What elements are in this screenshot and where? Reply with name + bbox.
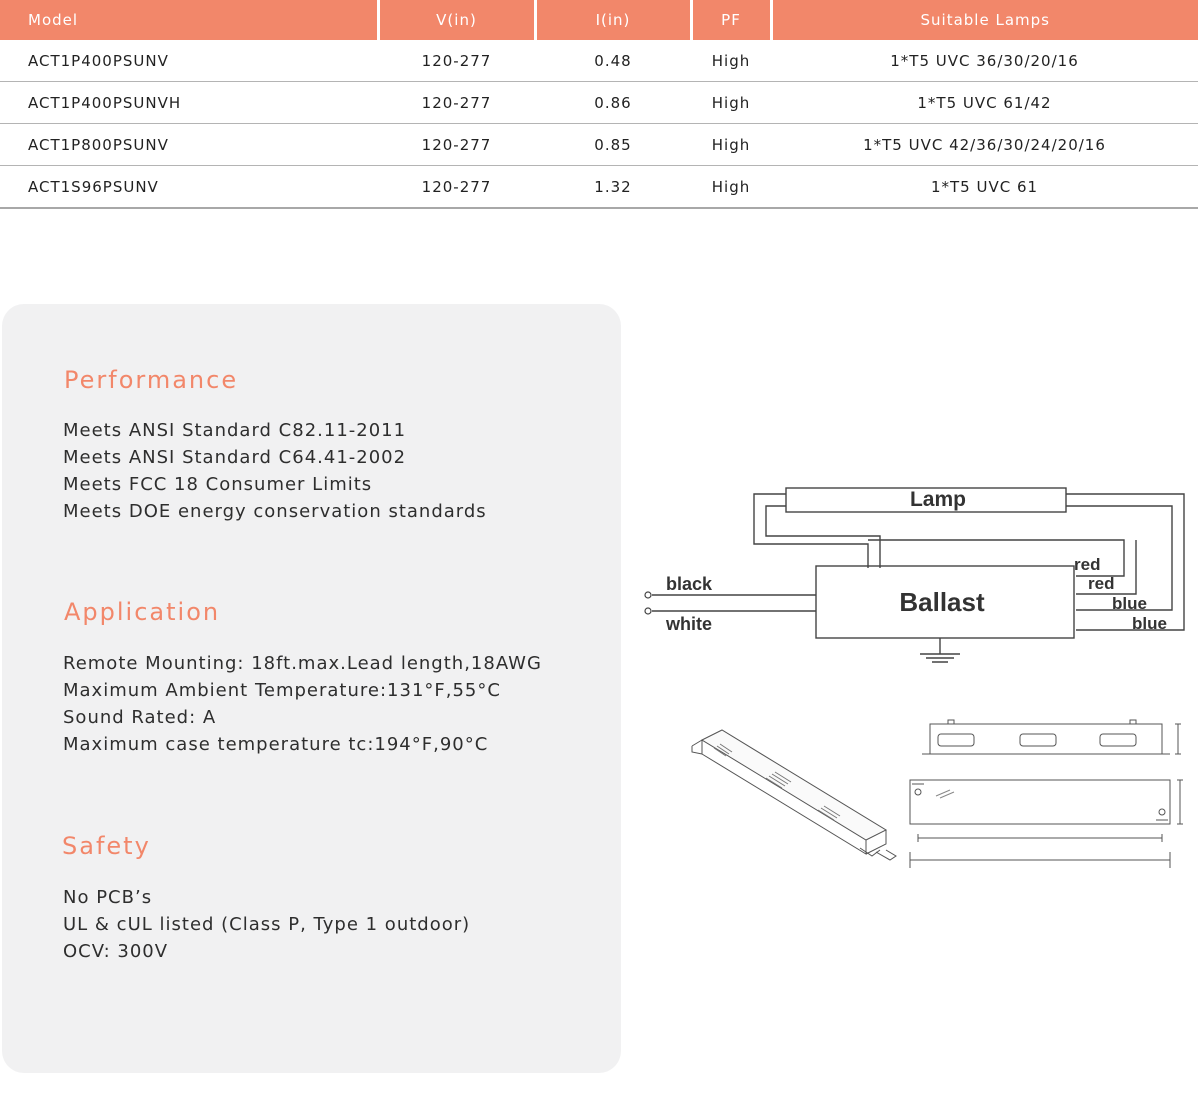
cell-model: ACT1P400PSUNV [0, 40, 378, 82]
red-label-2: red [1088, 574, 1115, 593]
table-row [0, 40, 1198, 82]
black-label: black [666, 574, 713, 594]
front-view [910, 780, 1183, 868]
cell-pf: High [691, 124, 771, 166]
blue-label-2: blue [1132, 614, 1167, 633]
red-label-1: red [1074, 555, 1101, 574]
cell-lamps: 1*T5 UVC 61 [771, 166, 1198, 209]
cell-lamps: 1*T5 UVC 36/30/20/16 [771, 40, 1198, 82]
cell-model: ACT1P400PSUNVH [0, 82, 378, 124]
cell-pf: High [691, 82, 771, 124]
wiring-diagram [636, 480, 1196, 665]
performance-title: Performance [64, 366, 239, 394]
list-item: Remote Mounting: 18ft.max.Lead length,18AWG [63, 653, 542, 674]
list-item: UL & cUL listed (Class P, Type 1 outdoor) [63, 914, 471, 935]
header-model: Model [0, 0, 378, 40]
header-voltage: V(in) [378, 0, 535, 40]
ballast-dimension-drawings [690, 712, 1195, 872]
list-item: No PCB’s [63, 887, 153, 908]
lamp-label: Lamp [909, 488, 967, 511]
cell-model: ACT1P800PSUNV [0, 124, 378, 166]
header-pf: PF [691, 0, 771, 40]
blue-label-1: blue [1112, 594, 1147, 613]
list-item: Meets ANSI Standard C82.11-2011 [63, 420, 407, 441]
cell-voltage: 120-277 [378, 124, 535, 166]
cell-lamps: 1*T5 UVC 61/42 [771, 82, 1198, 124]
application-list [63, 650, 542, 758]
table-row [0, 124, 1198, 166]
header-current: I(in) [535, 0, 691, 40]
table-row [0, 82, 1198, 124]
safety-title: Safety [62, 832, 151, 860]
application-title: Application [64, 598, 221, 626]
cell-voltage: 120-277 [378, 40, 535, 82]
cell-voltage: 120-277 [378, 166, 535, 209]
safety-list [63, 884, 470, 965]
list-item: OCV: 300V [63, 941, 169, 962]
list-item: Meets DOE energy conservation standards [63, 501, 487, 522]
ballast-label: Ballast [899, 587, 985, 617]
list-item: Maximum Ambient Temperature:131°F,55°C [63, 680, 501, 701]
lamp-lead-left-inner [766, 506, 880, 568]
black-terminal [645, 592, 651, 598]
lamp-lead-left-outer [754, 494, 868, 568]
list-item: Meets ANSI Standard C64.41-2002 [63, 447, 407, 468]
top-view [922, 720, 1181, 754]
cell-voltage: 120-277 [378, 82, 535, 124]
header-suitable-lamps: Suitable Lamps [771, 0, 1198, 40]
list-item: Sound Rated: A [63, 707, 217, 728]
cell-current: 0.85 [535, 124, 691, 166]
table-header-row [0, 0, 1198, 40]
white-terminal [645, 608, 651, 614]
performance-list [63, 417, 487, 525]
cell-current: 0.86 [535, 82, 691, 124]
cell-model: ACT1S96PSUNV [0, 166, 378, 209]
cell-pf: High [691, 40, 771, 82]
white-label: white [666, 614, 713, 634]
features-panel [2, 304, 621, 1073]
cell-current: 0.48 [535, 40, 691, 82]
cell-lamps: 1*T5 UVC 42/36/30/24/20/16 [771, 124, 1198, 166]
ground-symbol [920, 638, 960, 662]
list-item: Meets FCC 18 Consumer Limits [63, 474, 373, 495]
spec-table [0, 0, 1198, 209]
table-row [0, 166, 1198, 209]
list-item: Maximum case temperature tc:194°F,90°C [63, 734, 489, 755]
cell-pf: High [691, 166, 771, 209]
cell-current: 1.32 [535, 166, 691, 209]
